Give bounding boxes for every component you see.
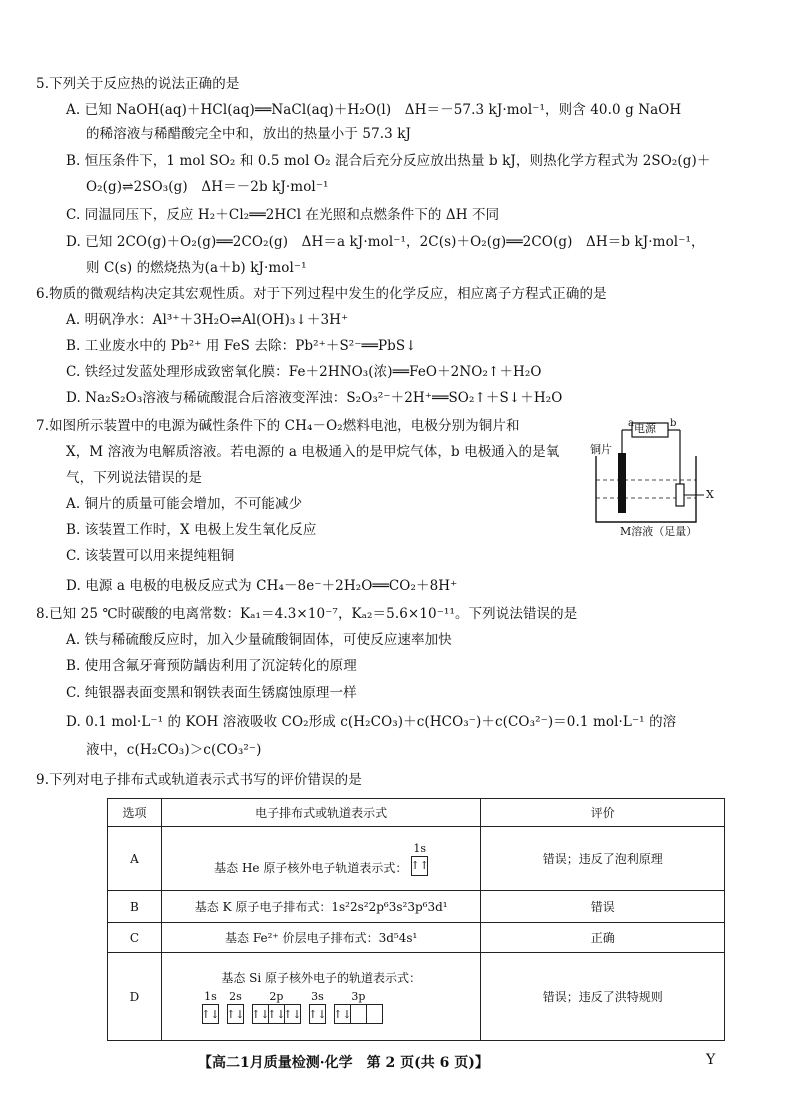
orbital-box (367, 1005, 382, 1023)
electrolysis-apparatus-figure (592, 418, 732, 540)
row-c-evaluation: 正确 (481, 923, 725, 953)
orbital-box: ↑↓ (253, 1005, 269, 1023)
orbital-group-3s (309, 990, 326, 1024)
solution-m-label: M溶液（足量） (620, 525, 698, 538)
row-a-text: 基态 He 原子核外电子轨道表示式： (214, 860, 408, 875)
q5-option-b-line2: O₂(g)⇌2SO₃(g) ΔH＝－2b kJ·mol⁻¹ (86, 179, 329, 195)
row-d-text: 基态 Si 原子核外电子的轨道表示式： (221, 971, 422, 985)
q7-stem-line3: 气，下列说法错误的是 (66, 470, 202, 486)
orbital-label: 1s (413, 841, 427, 855)
row-d-option: D (108, 953, 162, 1041)
orbital-box: ↑↓ (201, 1007, 220, 1021)
q6-option-a: A. 明矾净水：Al³⁺＋3H₂O⇌Al(OH)₃↓＋3H⁺ (66, 312, 349, 328)
row-c-content: 基态 Fe²⁺ 价层电子排布式：3d⁵4s¹ (161, 923, 481, 953)
orbital-label: 2s (229, 990, 242, 1003)
footer-mark: Y (706, 1052, 716, 1068)
orbital-box: ↑↓ (308, 1007, 327, 1021)
table-row-c (108, 923, 725, 953)
q8-option-d-line2: 液中，c(H₂CO₃)＞c(CO₃²⁻) (86, 742, 262, 758)
header-content: 电子排布式或轨道表示式 (161, 799, 481, 827)
orbital-box: ↑↓ (269, 1005, 285, 1023)
row-a-content (161, 827, 481, 891)
orbital-box: ↑↓ (283, 1007, 302, 1021)
orbital-box (351, 1005, 367, 1023)
q5-stem: 5.下列关于反应热的说法正确的是 (36, 76, 240, 92)
electrode-x-label: X (706, 488, 714, 501)
row-d-content (161, 953, 481, 1041)
q7-option-c: C. 该装置可以用来提纯粗铜 (66, 548, 235, 564)
q8-option-b: B. 使用含氟牙膏预防龋齿利用了沉淀转化的原理 (66, 658, 357, 674)
orbital-group-2s (227, 990, 244, 1024)
header-evaluation: 评价 (481, 799, 725, 827)
orbital-label: 1s (204, 990, 217, 1003)
electrode-a-label: a (628, 418, 634, 429)
q5-option-c: C. 同温同压下，反应 H₂＋Cl₂══2HCl 在光照和点燃条件下的 ΔH 不同 (66, 207, 500, 223)
q9-table (107, 798, 725, 1041)
row-b-evaluation: 错误 (481, 891, 725, 923)
orbital-group-3p (334, 990, 383, 1024)
q6-option-c: C. 铁经过发蓝处理形成致密氧化膜：Fe＋2HNO₃(浓)══FeO＋2NO₂↑＋H₂O (66, 364, 542, 380)
electrode-b-label: b (670, 418, 677, 429)
orbital-label: 3p (351, 990, 366, 1003)
q9-stem: 9.下列对电子排布式或轨道表示式书写的评价错误的是 (36, 772, 362, 788)
si-orbital-diagram (162, 990, 481, 1024)
row-a-evaluation: 错误；违反了泡利原理 (481, 827, 725, 891)
row-a-option: A (108, 827, 162, 891)
q7-option-d: D. 电源 a 电极的电极反应式为 CH₄－8e⁻＋2H₂O══CO₂＋8H⁺ (66, 578, 458, 594)
copper-plate-label: 铜片 (590, 443, 612, 456)
table-row-d (108, 953, 725, 1041)
orbital-group-2p (252, 990, 301, 1024)
q8-option-c: C. 纯银器表面变黑和钢铁表面生锈腐蚀原理一样 (66, 685, 357, 701)
q8-option-d-line1: D. 0.1 mol·L⁻¹ 的 KOH 溶液吸收 CO₂形成 c(H₂CO₃)＋c(HCO₃⁻)＋c(CO₃²⁻)＝0.1 mol·L⁻¹ 的溶 (66, 714, 677, 730)
q7-option-a: A. 铜片的质量可能会增加，不可能减少 (66, 496, 303, 512)
q5-option-d-line1: D. 已知 2CO(g)＋O₂(g)══2CO₂(g) ΔH＝a kJ·mol⁻¹，2C(s)＋O₂(g)══2CO(g) ΔH＝b kJ·mol⁻¹， (66, 234, 705, 250)
orbital-label: 3s (311, 990, 324, 1003)
q6-stem: 6.物质的微观结构决定其宏观性质。对于下列过程中发生的化学反应，相应离子方程式正确的是 (36, 286, 607, 302)
table-row-b (108, 891, 725, 923)
q6-option-b: B. 工业废水中的 Pb²⁺ 用 FeS 去除：Pb²⁺＋S²⁻══PbS↓ (66, 338, 417, 354)
q5-option-a-line2: 的稀溶液与稀醋酸完全中和，放出的热量小于 57.3 kJ (86, 126, 412, 142)
page-footer: 【高二1月质量检测·化学 第 2 页(共 6 页)】 (198, 1055, 489, 1071)
row-b-option: B (108, 891, 162, 923)
q8-stem: 8.已知 25 ℃时碳酸的电离常数：Kₐ₁＝4.3×10⁻⁷，Kₐ₂＝5.6×10⁻¹¹。下列说法错误的是 (36, 606, 578, 622)
q7-stem-line2: X，M 溶液为电解质溶液。若电源的 a 电极通入的是甲烷气体，b 电极通入的是氧 (66, 444, 560, 460)
orbital-group-1s (202, 990, 219, 1024)
apparatus-drawing (592, 418, 732, 540)
orbital-label: 2p (269, 990, 284, 1003)
power-supply-label: 电源 (634, 422, 656, 435)
q5-option-a-line1: A. 已知 NaOH(aq)＋HCl(aq)══NaCl(aq)＋H₂O(l) ΔH＝－57.3 kJ·mol⁻¹，则含 40.0 g NaOH (66, 102, 682, 118)
header-option: 选项 (108, 799, 162, 827)
q7-option-b: B. 该装置工作时，X 电极上发生氧化反应 (66, 522, 317, 538)
orbital-box: ↑↑ (410, 859, 429, 872)
table-row-a (108, 827, 725, 891)
row-b-content: 基态 K 原子电子排布式：1s²2s²2p⁶3s²3p⁶3d¹ (161, 891, 481, 923)
table-header-row (108, 799, 725, 827)
q6-option-d: D. Na₂S₂O₃溶液与稀硫酸混合后溶液变浑浊：S₂O₃²⁻＋2H⁺══SO₂↑＋S↓＋H₂O (66, 390, 563, 406)
q5-option-d-line2: 则 C(s) 的燃烧热为(a＋b) kJ·mol⁻¹ (86, 260, 307, 276)
orbital-box: ↑↓ (335, 1005, 351, 1023)
row-c-option: C (108, 923, 162, 953)
q8-option-a: A. 铁与稀硫酸反应时，加入少量硫酸铜固体，可使反应速率加快 (66, 632, 452, 648)
q7-stem-line1: 7.如图所示装置中的电源为碱性条件下的 CH₄－O₂燃料电池，电极分别为铜片和 (36, 418, 520, 434)
q5-option-b-line1: B. 恒压条件下，1 mol SO₂ 和 0.5 mol O₂ 混合后充分反应放出热量 b kJ，则热化学方程式为 2SO₂(g)＋ (66, 153, 711, 169)
he-orbital-diagram (411, 842, 428, 876)
orbital-box: ↑↓ (226, 1007, 245, 1021)
row-d-evaluation: 错误；违反了洪特规则 (481, 953, 725, 1041)
